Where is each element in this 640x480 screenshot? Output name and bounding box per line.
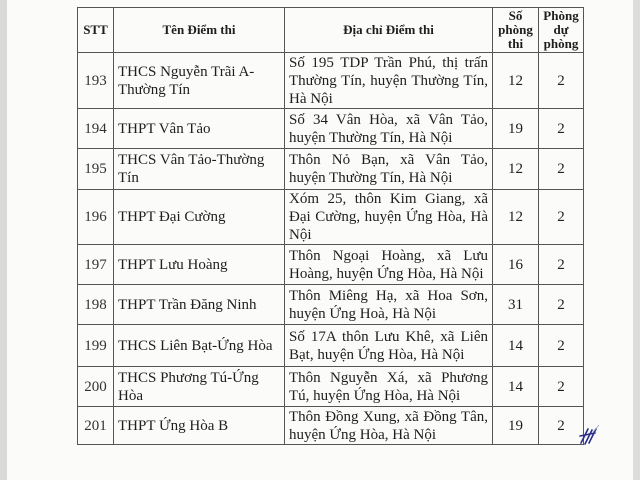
row-name: THCS Phương Tú-Ứng Hòa bbox=[114, 367, 285, 407]
row-address: Thôn Đồng Xung, xã Đồng Tân, huyện Ứng Hòa, Hà Nội bbox=[285, 407, 493, 445]
row-stt: 201 bbox=[78, 407, 114, 445]
row-stt: 196 bbox=[78, 190, 114, 245]
row-address: Số 17A thôn Lưu Khê, xã Liên Bạt, huyện Ứng Hòa, Hà Nội bbox=[285, 325, 493, 367]
row-reserve: 2 bbox=[539, 109, 584, 149]
header-name: Tên Điểm thi bbox=[114, 8, 285, 53]
row-rooms: 12 bbox=[493, 149, 539, 190]
table-row bbox=[78, 325, 584, 367]
row-stt: 193 bbox=[78, 53, 114, 109]
row-name: THPT Lưu Hoàng bbox=[114, 245, 285, 285]
row-rooms: 12 bbox=[493, 53, 539, 109]
row-reserve: 2 bbox=[539, 325, 584, 367]
handwritten-slash-mark-icon bbox=[578, 423, 600, 445]
row-address: Thôn Nguyễn Xá, xã Phương Tú, huyện Ứng Hòa, Hà Nội bbox=[285, 367, 493, 407]
row-reserve: 2 bbox=[539, 285, 584, 325]
row-reserve: 2 bbox=[539, 407, 584, 445]
row-stt: 194 bbox=[78, 109, 114, 149]
row-rooms: 31 bbox=[493, 285, 539, 325]
row-rooms: 14 bbox=[493, 367, 539, 407]
row-stt: 199 bbox=[78, 325, 114, 367]
row-reserve: 2 bbox=[539, 53, 584, 109]
row-rooms: 19 bbox=[493, 407, 539, 445]
row-address: Số 195 TDP Trần Phú, thị trấn Thường Tín, huyện Thường Tín, Hà Nội bbox=[285, 53, 493, 109]
row-reserve: 2 bbox=[539, 367, 584, 407]
table-row bbox=[78, 407, 584, 445]
page-edge-left bbox=[0, 0, 7, 480]
row-address: Thôn Nỏ Bạn, xã Vân Tảo, huyện Thường Tín, Hà Nội bbox=[285, 149, 493, 190]
row-rooms: 12 bbox=[493, 190, 539, 245]
row-reserve: 2 bbox=[539, 245, 584, 285]
row-name: THPT Vân Tảo bbox=[114, 109, 285, 149]
row-reserve: 2 bbox=[539, 149, 584, 190]
header-address: Địa chỉ Điểm thi bbox=[285, 8, 493, 53]
row-stt: 198 bbox=[78, 285, 114, 325]
row-rooms: 19 bbox=[493, 109, 539, 149]
table-row bbox=[78, 285, 584, 325]
header-stt: STT bbox=[78, 8, 114, 53]
row-rooms: 14 bbox=[493, 325, 539, 367]
table-row bbox=[78, 245, 584, 285]
row-name: THPT Đại Cường bbox=[114, 190, 285, 245]
exam-sites-table bbox=[77, 7, 584, 445]
row-stt: 195 bbox=[78, 149, 114, 190]
row-stt: 200 bbox=[78, 367, 114, 407]
row-address: Xóm 25, thôn Kim Giang, xã Đại Cường, huyện Ứng Hòa, Hà Nội bbox=[285, 190, 493, 245]
header-reserve: Phòng dự phòng bbox=[539, 8, 584, 53]
table-header-row bbox=[78, 8, 584, 53]
row-name: THCS Vân Tảo-Thường Tín bbox=[114, 149, 285, 190]
table-row bbox=[78, 367, 584, 407]
row-address: Thôn Miêng Hạ, xã Hoa Sơn, huyện Ứng Hoà, Hà Nội bbox=[285, 285, 493, 325]
table-row bbox=[78, 190, 584, 245]
row-name: THCS Liên Bạt-Ứng Hòa bbox=[114, 325, 285, 367]
page-edge-right bbox=[633, 0, 640, 480]
row-stt: 197 bbox=[78, 245, 114, 285]
row-address: Số 34 Vân Hòa, xã Vân Tảo, huyện Thường Tín, Hà Nội bbox=[285, 109, 493, 149]
row-address: Thôn Ngoại Hoàng, xã Lưu Hoàng, huyện Ứng Hòa, Hà Nội bbox=[285, 245, 493, 285]
row-rooms: 16 bbox=[493, 245, 539, 285]
row-name: THPT Trần Đăng Ninh bbox=[114, 285, 285, 325]
row-name: THCS Nguyễn Trãi A-Thường Tín bbox=[114, 53, 285, 109]
row-reserve: 2 bbox=[539, 190, 584, 245]
table-row bbox=[78, 53, 584, 109]
table-row bbox=[78, 149, 584, 190]
table-row bbox=[78, 109, 584, 149]
header-rooms: Số phòng thi bbox=[493, 8, 539, 53]
row-name: THPT Ứng Hòa B bbox=[114, 407, 285, 445]
